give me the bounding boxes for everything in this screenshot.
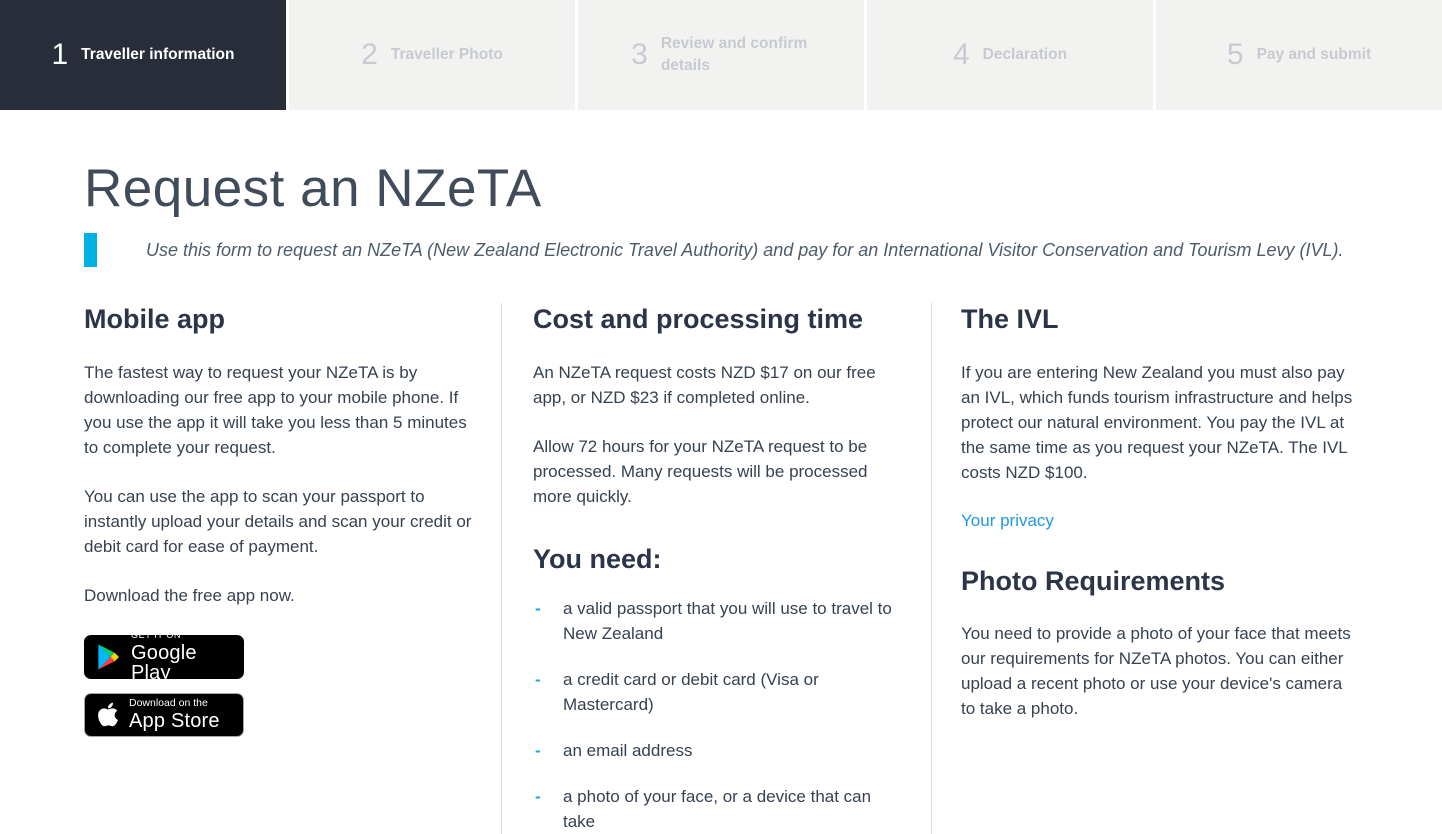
badge-store-name: Google Play [131, 641, 197, 684]
list-item: - a credit card or debit card (Visa or Mastercard) [533, 667, 905, 717]
step-label: Traveller Photo [390, 46, 503, 64]
you-need-heading: You need: [533, 543, 662, 574]
ivl-heading: The IVL [961, 304, 1059, 335]
badge-tagline: GET IT ON [131, 629, 182, 640]
you-need-list [533, 596, 905, 834]
page-content [0, 160, 1442, 834]
step-traveller-information[interactable] [0, 0, 286, 110]
cost-heading: Cost and processing time [533, 304, 864, 335]
ivl-paragraph: If you are entering New Zealand you must also pay an IVL, which funds tourism infrastructure and helps protect our natural environment. You pay the IVL at the same time as you request your NZeTA. The IVL costs NZD $100. [961, 362, 1353, 482]
step-label: Review and confirm details [660, 35, 808, 74]
mobile-app-heading: Mobile app [84, 304, 225, 335]
step-number: 3 [631, 38, 648, 71]
step-pay-submit[interactable] [1156, 0, 1442, 110]
step-number: 2 [361, 38, 378, 71]
mobile-app-paragraph: The fastest way to request your NZeTA is by downloading our free app to your mobile phone. If you use the app it will take you less than 5 minutes to complete your request. [84, 362, 467, 457]
step-label: Declaration [982, 46, 1068, 64]
step-review-confirm[interactable] [578, 0, 864, 110]
cost-paragraph: An NZeTA request costs NZD $17 on our free app, or NZD $23 if completed online. [533, 362, 876, 407]
badge-tagline: Download on the [129, 696, 208, 709]
info-columns [84, 303, 1356, 834]
mobile-app-section [84, 303, 501, 834]
accent-bar [84, 233, 97, 267]
photo-requirements-paragraph: You need to provide a photo of your face that meets our requirements for NZeTA photos. You can either upload a recent photo or use your device's camera to take a photo. [961, 624, 1351, 719]
apple-icon [97, 701, 119, 728]
step-declaration[interactable] [867, 0, 1153, 110]
ivl-section [931, 303, 1356, 834]
cost-section [501, 303, 931, 834]
google-play-badge[interactable] [84, 629, 244, 684]
list-item: - an email address [533, 738, 905, 763]
step-number: 5 [1226, 38, 1244, 71]
progress-stepper [0, 0, 1442, 110]
intro-block [84, 233, 1356, 267]
your-privacy-link[interactable]: Your privacy [961, 510, 1054, 530]
google-play-icon [96, 643, 121, 671]
intro-text: Use this form to request an NZeTA (New Zealand Electronic Travel Authority) and pay for an International Visitor Conservation and Tourism Levy (IVL). [146, 239, 1344, 260]
list-item: - a valid passport that you will use to travel to New Zealand [533, 596, 905, 646]
mobile-app-paragraph: You can use the app to scan your passport to instantly upload your details and scan your credit or debit card for ease of payment. [84, 486, 472, 556]
step-label: Pay and submit [1256, 46, 1372, 64]
cost-paragraph: Allow 72 hours for your NZeTA request to be processed. Many requests will be processed more quickly. [533, 436, 868, 506]
mobile-app-paragraph: Download the free app now. [84, 585, 295, 605]
list-item: - a photo of your face, or a device that can take [533, 784, 905, 834]
step-number: 1 [51, 38, 69, 71]
photo-requirements-heading: Photo Requirements [961, 565, 1226, 596]
step-number: 4 [952, 38, 970, 71]
step-label: Traveller information [81, 46, 235, 64]
page-title: Request an NZeTA [84, 159, 542, 218]
app-store-badge[interactable] [84, 693, 244, 737]
store-badges [84, 629, 480, 737]
badge-store-name: App Store [129, 710, 220, 733]
step-traveller-photo[interactable] [289, 0, 575, 110]
